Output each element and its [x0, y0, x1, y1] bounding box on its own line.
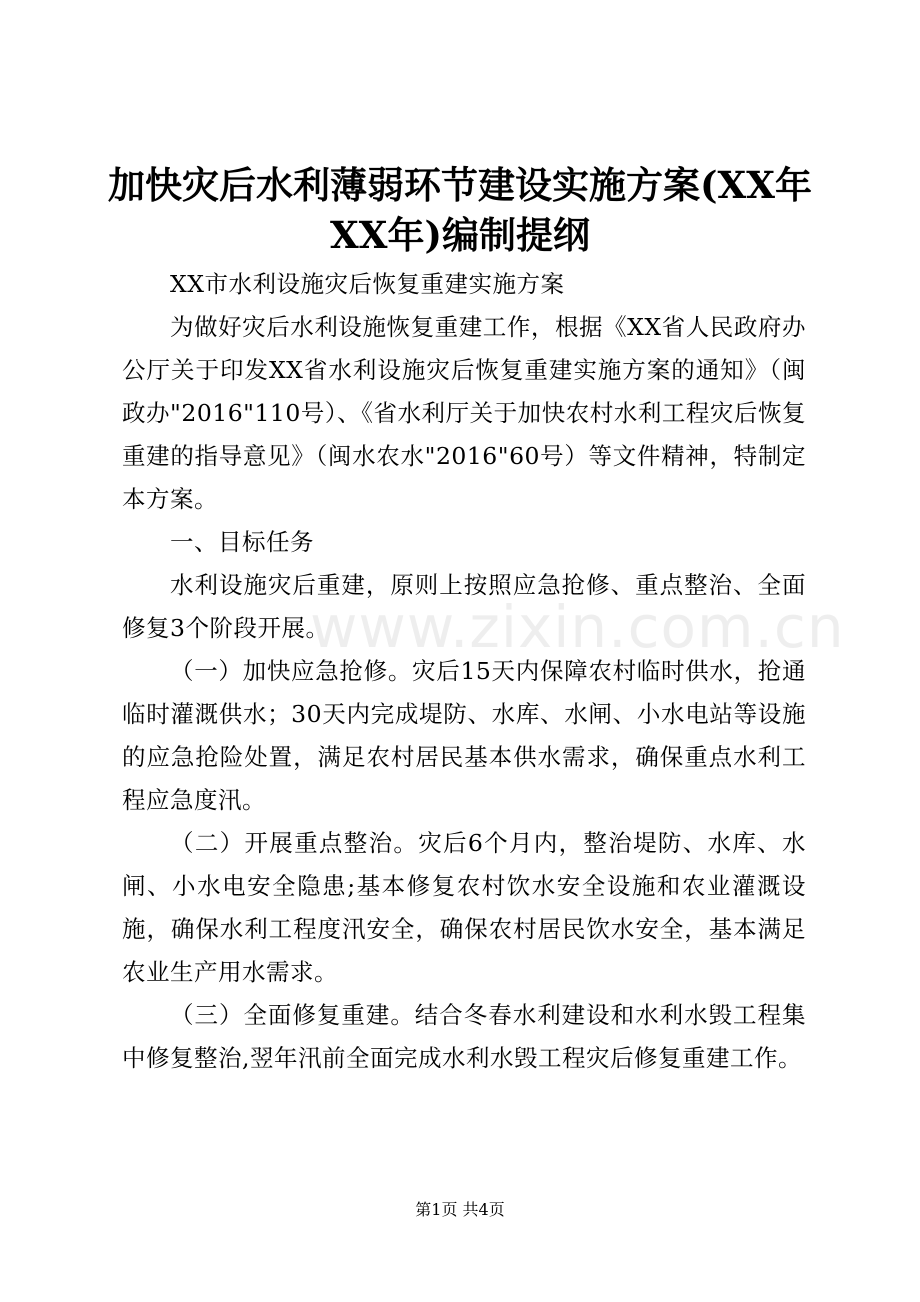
- watermark: www.zixin.com.cn: [310, 593, 845, 661]
- stage-1-paragraph: （一）加快应急抢修。灾后15天内保障农村临时供水，抢通临时灌溉供水；30天内完成堤防、水库、水闸、小水电站等设施的应急抢险处置，满足农村居民基本供水需求，确保重点水利工程应急度汛。: [122, 657, 806, 814]
- section-heading: 一、目标任务: [170, 528, 314, 556]
- subtitle-paragraph: XX市水利设施灾后恢复重建实施方案: [170, 270, 565, 298]
- page-number: 第1页 共4页: [415, 1200, 505, 1219]
- stage-3-paragraph: （三）全面修复重建。结合冬春水利建设和水利水毁工程集中修复整治,翌年汛前全面完成水利水毁工程灾后修复重建工作。: [122, 1001, 806, 1072]
- stage-2-paragraph: （二）开展重点整治。灾后6个月内，整治堤防、水库、水闸、小水电安全隐患;基本修复农村饮水安全设施和农业灌溉设施，确保水利工程度汛安全，确保农村居民饮水安全，基本满足农业生产用水需求。: [122, 829, 806, 986]
- document-body: [122, 263, 806, 1080]
- principle-paragraph: 水利设施灾后重建，原则上按照应急抢修、重点整治、全面修复3个阶段开展。: [122, 571, 806, 642]
- document-title: 加快灾后水利薄弱环节建设实施方案(XX年XX年)编制提纲: [108, 163, 812, 257]
- intro-paragraph: 为做好灾后水利设施恢复重建工作，根据《XX省人民政府办公厅关于印发XX省水利设施灾后恢复重建实施方案的通知》（闽政办"2016"110号）、《省水利厅关于加快农村水利工程灾后恢复重建的指导意见》（闽水农水"2016"60号）等文件精神，特制定本方案。: [122, 313, 806, 513]
